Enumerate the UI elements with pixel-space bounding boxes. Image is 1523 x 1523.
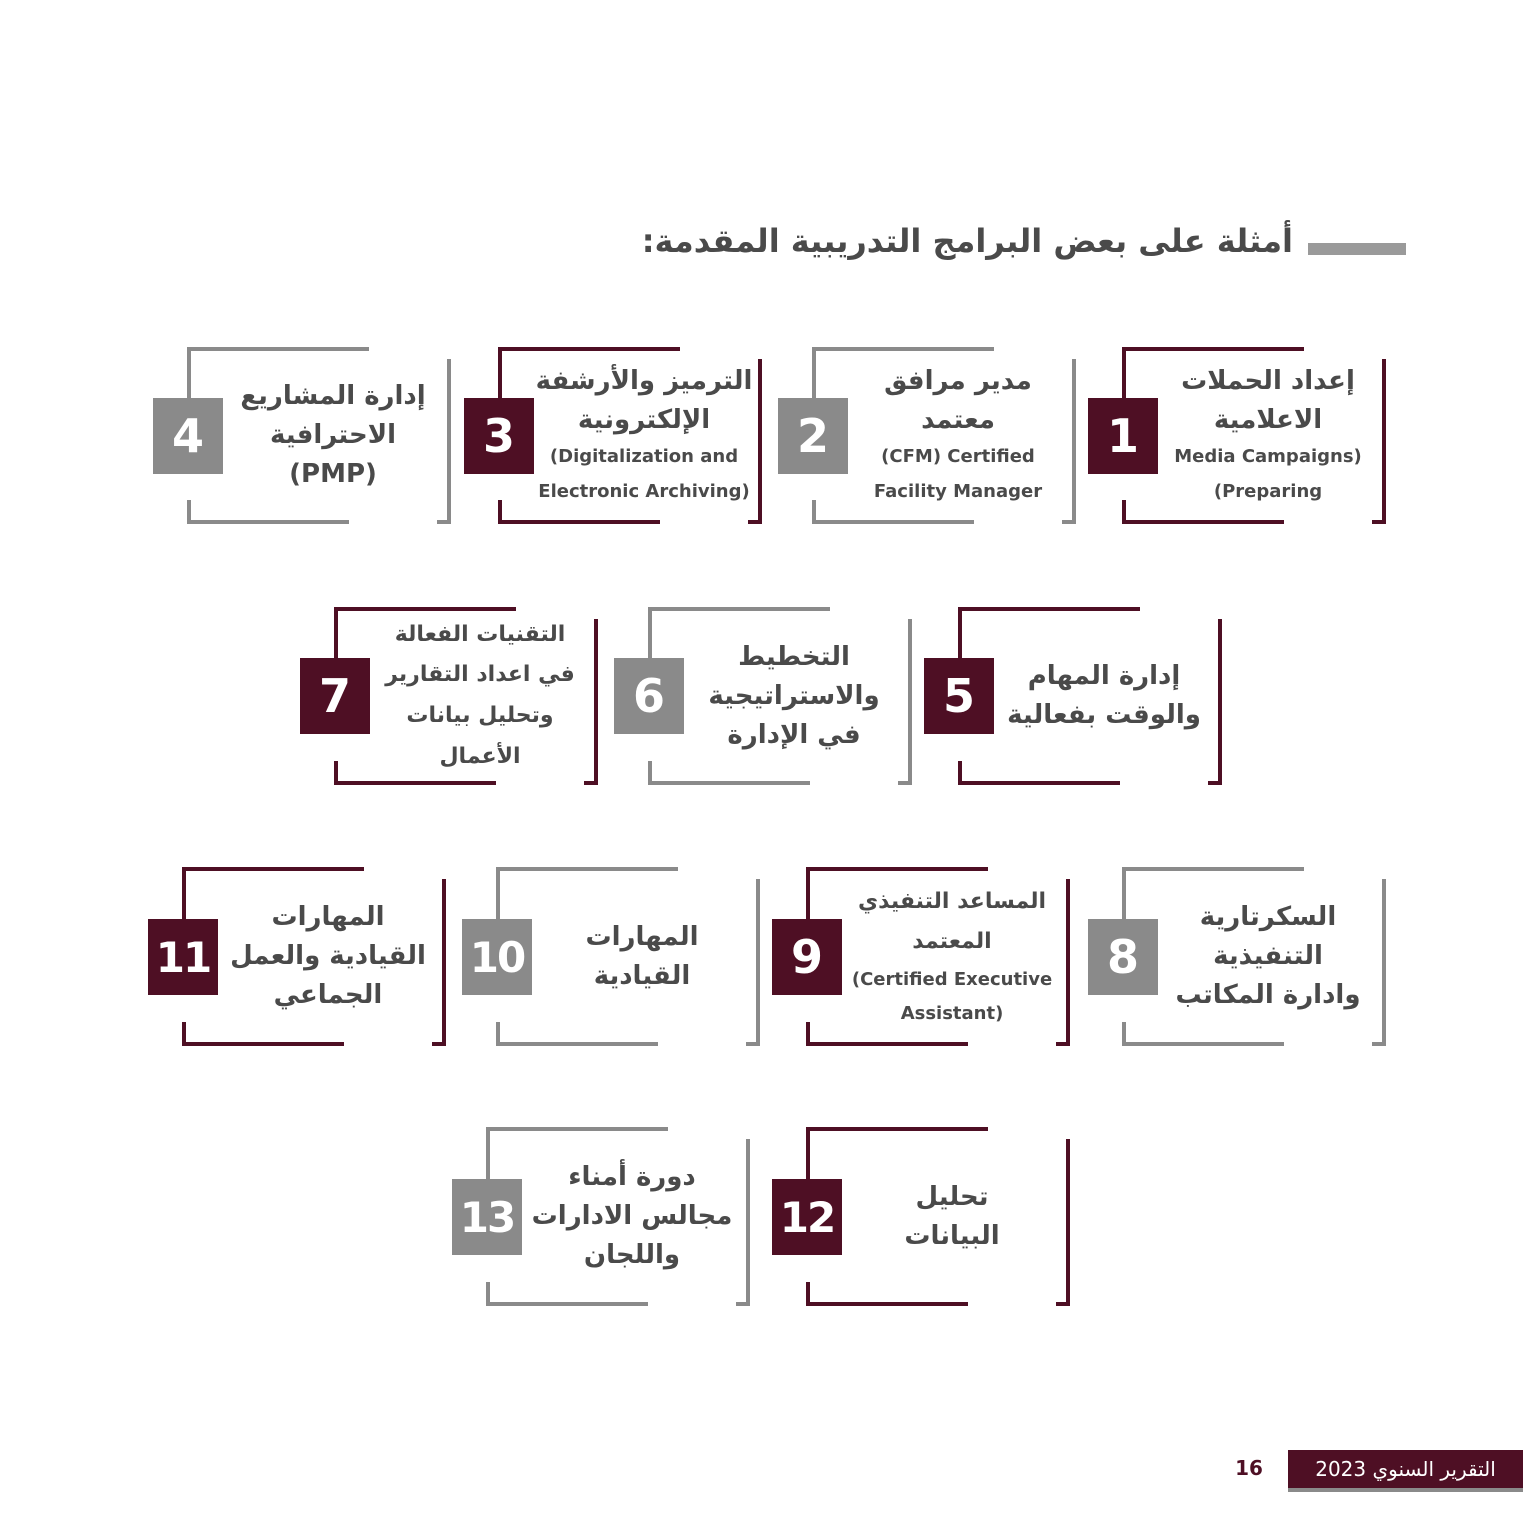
report-title: التقرير السنوي 2023 [1315,1457,1496,1481]
card-frame-line [1382,359,1386,524]
card-frame-line [498,347,680,351]
card-frame-line [432,1042,446,1046]
program-title-line: في اعداد التقارير [385,662,575,688]
program-number-badge: 5 [924,658,994,734]
program-number-badge: 11 [148,919,218,995]
card-frame-line [1208,781,1222,785]
card-frame-line [1122,520,1284,524]
program-title-line: الأعمال [439,743,521,769]
program-title-line: والاستراتيجية [708,680,880,711]
card-frame-line [958,781,1120,785]
program-title [522,1133,742,1300]
program-number-badge: 8 [1088,919,1158,995]
card-frame-line [758,359,762,524]
program-number-badge: 12 [772,1179,842,1255]
program-title [848,353,1068,518]
card-frame-line [746,1139,750,1306]
program-number-badge: 1 [1088,398,1158,474]
program-number-badge: 10 [462,919,532,995]
card-frame-line [486,1127,668,1131]
card-frame-line [496,867,678,871]
card-frame-line [447,359,451,524]
program-title-line: مجالس الادارات [531,1201,733,1231]
program-number-badge: 6 [614,658,684,734]
card-frame-line [746,1042,760,1046]
program-title-line: الترميز والأرشفة [535,366,753,397]
program-english-line: (Digitalization and [549,446,739,468]
program-english-line: Media Campaigns) [1174,446,1362,468]
card-frame-line [958,607,1140,611]
program-title-line: (PMP) [289,459,377,489]
program-number-badge: 4 [153,398,223,474]
card-frame-line [806,1302,968,1306]
card-frame-line [648,781,810,785]
program-title-line: المعتمد [912,929,992,955]
card-frame-line [1066,1139,1070,1306]
program-number-badge: 9 [772,919,842,995]
program-english-line: Assistant) [900,1003,1004,1025]
card-frame-line [334,607,516,611]
program-title [1158,353,1378,518]
program-title-line: القيادية [593,960,691,991]
card-frame-line [1056,1302,1070,1306]
program-title-line: والوقت بفعالية [1007,700,1201,730]
card-frame-line [1072,359,1076,524]
heading-accent-bar [1308,243,1406,255]
card-frame-line [584,781,598,785]
section-heading: أمثلة على بعض البرامج التدريبية المقدمة: [641,222,1293,260]
card-frame-line [187,520,349,524]
card-frame-line [442,879,446,1046]
program-title-line: المهارات [585,921,699,952]
program-title-line: الإلكترونية [577,405,711,436]
card-frame-line [182,1042,344,1046]
program-title-line: التنفيذية [1213,941,1323,971]
program-title-line: المهارات [271,902,385,932]
card-frame-line [812,347,994,351]
program-title-line: دورة أمناء [568,1162,696,1192]
program-title [1158,873,1378,1040]
program-title-line: التقنيات الفعالة [394,621,566,647]
program-title [218,873,438,1040]
card-frame-line [812,520,974,524]
program-title-line: في الإدارة [727,719,861,750]
card-frame-line [182,867,364,871]
program-title [842,873,1062,1040]
program-english-line: Facility Manager [873,480,1043,502]
card-frame-line [594,619,598,785]
card-frame-line [187,347,369,351]
program-english-line: (Certified Executive [851,969,1053,990]
program-title-line: إعداد الحملات [1181,366,1355,397]
card-frame-line [898,781,912,785]
program-title-line: وتحليل بيانات [406,703,554,728]
program-title-line: الجماعي [273,980,383,1010]
page-number: 16 [1235,1456,1263,1480]
program-title [370,613,590,779]
card-frame-line [1372,520,1386,524]
program-english-line: (CFM) Certified [881,446,1035,468]
program-number-badge: 7 [300,658,370,734]
program-title [684,613,904,779]
card-frame-line [1056,1042,1070,1046]
card-frame-line [1122,867,1304,871]
program-title-line: المساعد التنفيذي [857,888,1047,914]
program-title-line: الاحترافية [269,420,397,450]
card-frame-line [1382,879,1386,1046]
footer-underline [1288,1488,1523,1492]
program-title-line: وادارة المكاتب [1175,980,1361,1010]
card-frame-line [486,1302,648,1306]
program-title-line: الاعلامية [1213,405,1323,436]
card-frame-line [1372,1042,1386,1046]
program-english-line: Electronic Archiving) [538,480,750,502]
program-number-badge: 3 [464,398,534,474]
card-frame-line [437,520,451,524]
program-title-line: السكرتارية [1199,902,1337,932]
card-frame-line [1062,520,1076,524]
program-title-line: واللجان [583,1240,681,1270]
program-title-line: القيادية والعمل [230,941,426,971]
card-frame-line [496,1042,658,1046]
card-frame-line [806,867,988,871]
card-frame-line [748,520,762,524]
card-frame-line [806,1127,988,1131]
card-frame-line [648,607,830,611]
program-title [532,873,752,1040]
card-frame-line [1066,879,1070,1046]
program-title-line: تحليل [915,1181,989,1212]
program-number-badge: 2 [778,398,848,474]
program-title [842,1133,1062,1300]
card-frame-line [1122,347,1304,351]
program-title [994,613,1214,779]
card-frame-line [334,781,496,785]
program-title-line: البيانات [904,1220,1000,1251]
card-frame-line [908,619,912,785]
program-title-line: مدير مرافق [884,366,1032,397]
card-frame-line [1122,1042,1284,1046]
report-title-band [1288,1450,1523,1488]
program-title [223,353,443,518]
program-title-line: إدارة المهام [1027,661,1181,691]
program-english-line: (Preparing [1213,480,1323,502]
program-title-line: إدارة المشاريع [240,381,426,411]
program-title [534,353,754,518]
program-title-line: التخطيط [738,641,850,672]
card-frame-line [736,1302,750,1306]
card-frame-line [806,1042,968,1046]
program-title-line: معتمد [921,405,995,436]
card-frame-line [756,879,760,1046]
card-frame-line [1218,619,1222,785]
card-frame-line [498,520,660,524]
program-number-badge: 13 [452,1179,522,1255]
